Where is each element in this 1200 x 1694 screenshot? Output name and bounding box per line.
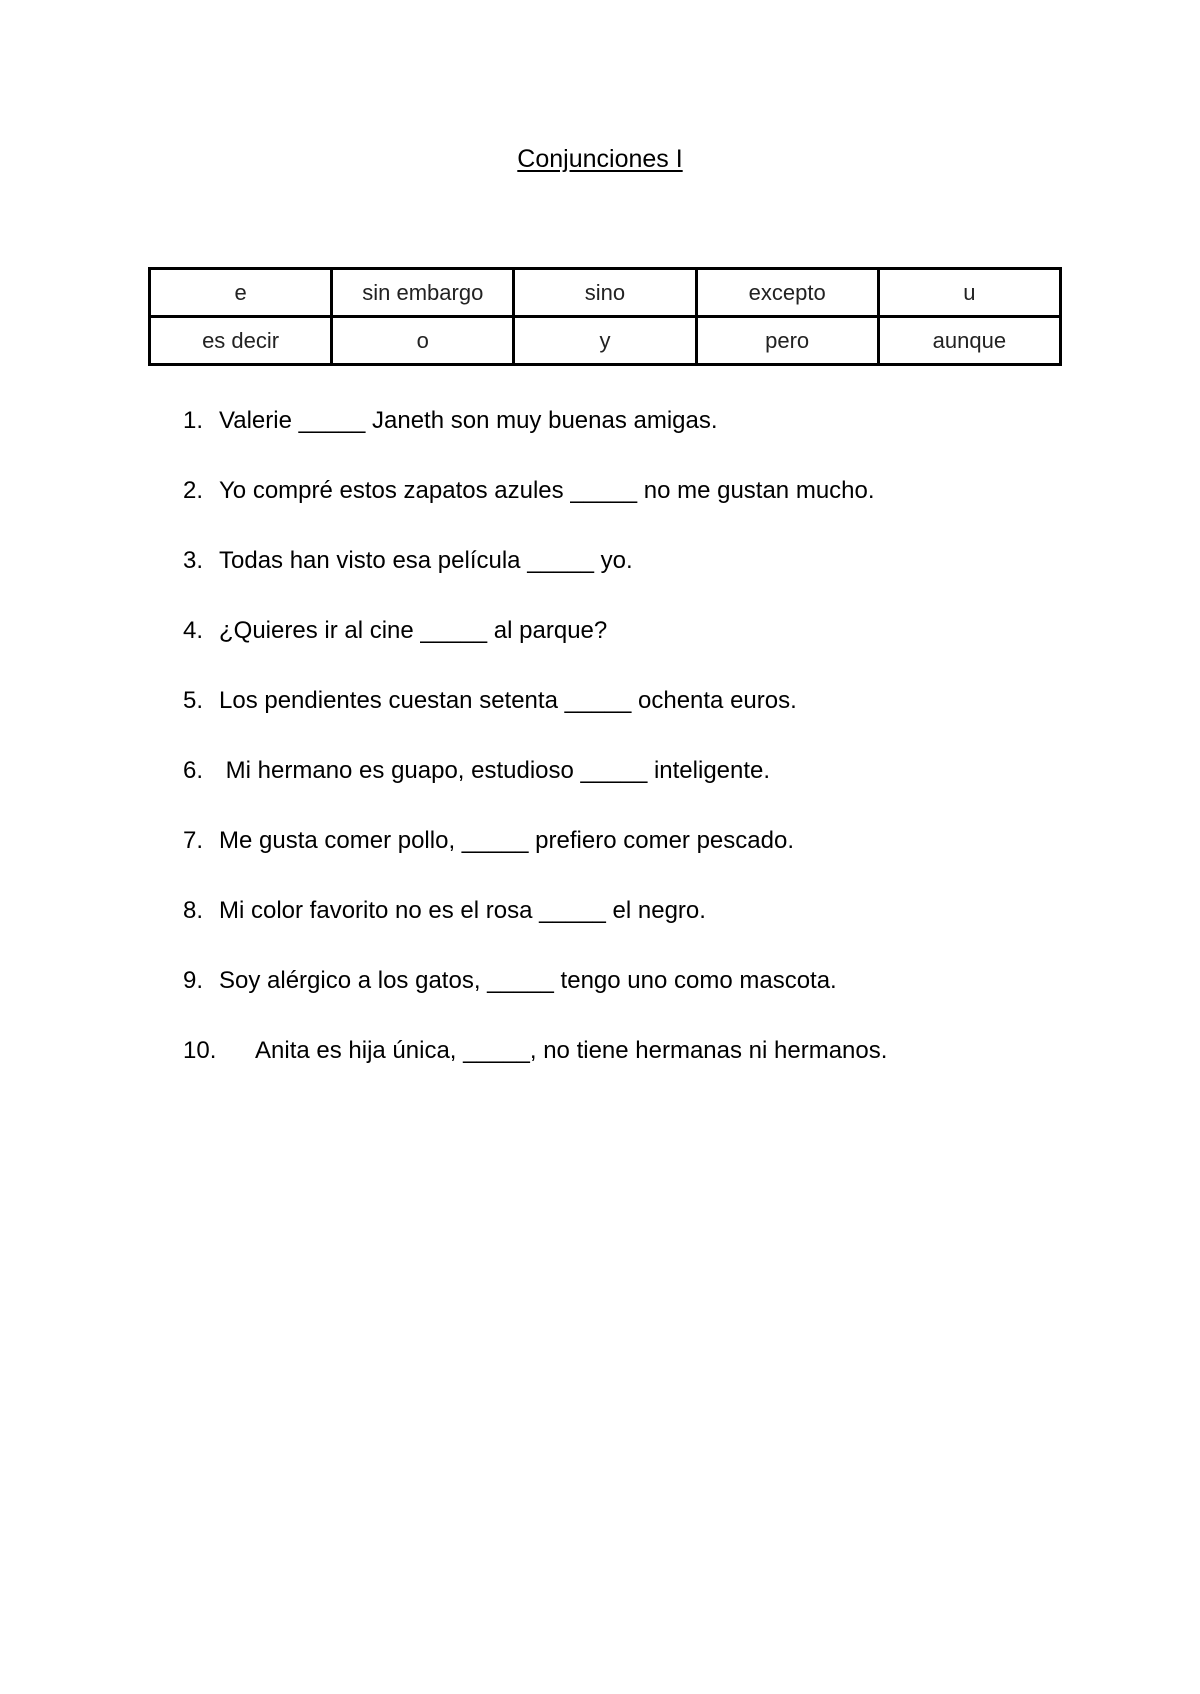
exercise-number: 3.: [183, 547, 204, 574]
exercise-number: 8.: [183, 897, 204, 924]
exercise-text: Mi color favorito no es el rosa _____ el negro.: [219, 897, 706, 924]
exercise-number: 6.: [183, 757, 204, 784]
exercise-number: 9.: [183, 967, 204, 994]
word-bank-cell: e: [150, 269, 332, 317]
exercise-item: [183, 543, 1083, 613]
exercise-text: Anita es hija única, _____, no tiene hermanas ni hermanos.: [255, 1037, 888, 1064]
exercise-item: [183, 753, 1083, 823]
exercise-text: Todas han visto esa película _____ yo.: [219, 547, 633, 574]
word-bank-cell: u: [878, 269, 1060, 317]
word-bank-cell: o: [332, 317, 514, 365]
word-bank-cell: y: [514, 317, 696, 365]
exercise-item: [183, 683, 1083, 753]
word-bank-row: [150, 269, 1061, 317]
exercise-number: 2.: [183, 477, 204, 504]
word-bank-cell: es decir: [150, 317, 332, 365]
exercise-number: 4.: [183, 617, 204, 644]
word-bank-cell: aunque: [878, 317, 1060, 365]
word-bank-cell: excepto: [696, 269, 878, 317]
exercise-number: 5.: [183, 687, 204, 714]
exercise-item: [183, 403, 1083, 473]
exercise-text: Valerie _____ Janeth son muy buenas amigas.: [219, 407, 718, 434]
word-bank-cell: pero: [696, 317, 878, 365]
exercise-item: [183, 613, 1083, 683]
exercise-number: 7.: [183, 827, 204, 854]
word-bank-cell: sino: [514, 269, 696, 317]
exercise-number: 1.: [183, 407, 204, 434]
exercise-text: Los pendientes cuestan setenta _____ ochenta euros.: [219, 687, 797, 714]
page-title: Conjunciones I: [517, 145, 683, 173]
word-bank-row: [150, 317, 1061, 365]
exercise-text: Mi hermano es guapo, estudioso _____ inteligente.: [219, 757, 771, 784]
exercise-item: [183, 963, 1083, 1033]
exercise-item: [183, 1033, 1083, 1103]
exercise-item: [183, 473, 1083, 543]
word-bank-table: [148, 267, 1062, 366]
word-bank-cell: sin embargo: [332, 269, 514, 317]
exercise-item: [183, 823, 1083, 893]
exercise-item: [183, 893, 1083, 963]
exercise-text: ¿Quieres ir al cine _____ al parque?: [219, 617, 608, 644]
exercise-text: Yo compré estos zapatos azules _____ no me gustan mucho.: [219, 477, 875, 504]
exercise-number: 10.: [183, 1037, 217, 1064]
exercise-text: Me gusta comer pollo, _____ prefiero comer pescado.: [219, 827, 794, 854]
exercise-text: Soy alérgico a los gatos, _____ tengo uno como mascota.: [219, 967, 837, 994]
exercise-list: [183, 403, 1083, 1103]
